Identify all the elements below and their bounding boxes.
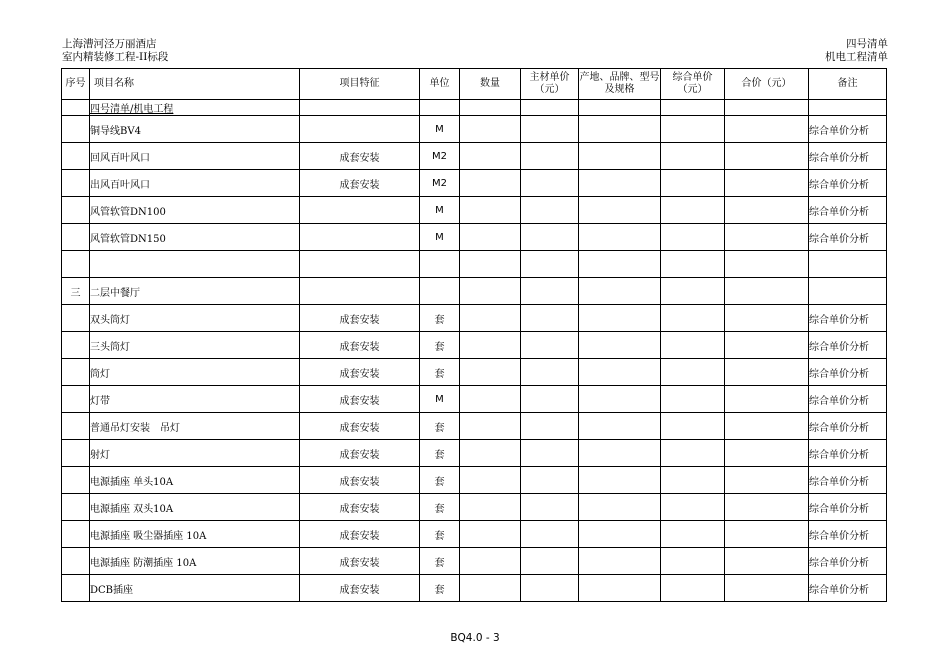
- row-unit-price: [661, 359, 725, 386]
- table-row: [62, 251, 887, 278]
- table-row: [62, 332, 887, 359]
- row-feature: [300, 278, 420, 305]
- row-unit-price: [661, 143, 725, 170]
- row-material-price: [521, 197, 579, 224]
- row-remark: 综合单价分析: [809, 494, 887, 521]
- row-unit-price: [661, 305, 725, 332]
- row-brand-spec: [579, 305, 661, 332]
- row-quantity: [460, 413, 521, 440]
- table-row: [62, 386, 887, 413]
- row-material-price: [521, 413, 579, 440]
- section-title-row: [62, 100, 887, 116]
- row-no: 三: [62, 278, 90, 305]
- row-brand-spec: [579, 143, 661, 170]
- row-unit-price: [661, 197, 725, 224]
- row-material-price: [521, 251, 579, 278]
- table-row: [62, 467, 887, 494]
- row-remark: [809, 278, 887, 305]
- row-no: [62, 548, 90, 575]
- row-brand-spec: [579, 548, 661, 575]
- row-no: [62, 494, 90, 521]
- row-unit-price: [661, 521, 725, 548]
- row-no: [62, 386, 90, 413]
- row-quantity: [460, 332, 521, 359]
- row-remark: 综合单价分析: [809, 305, 887, 332]
- row-item-name: 电源插座 双头10A: [90, 494, 300, 521]
- col-header-unit-price: 综合单价（元）: [661, 69, 725, 100]
- row-feature: 成套安装: [300, 494, 420, 521]
- row-remark: [809, 251, 887, 278]
- row-unit: 套: [420, 548, 460, 575]
- row-item-name: 普通吊灯安装 吊灯: [90, 413, 300, 440]
- row-unit: [420, 278, 460, 305]
- table-row: [62, 197, 887, 224]
- row-no: [62, 413, 90, 440]
- row-total: [725, 386, 809, 413]
- row-quantity: [460, 494, 521, 521]
- row-total: [725, 251, 809, 278]
- row-unit: [420, 251, 460, 278]
- row-unit-price: [661, 575, 725, 602]
- row-item-name: 射灯: [90, 440, 300, 467]
- col-header-material-price: 主材单价（元）: [521, 69, 579, 100]
- row-no: [62, 332, 90, 359]
- table-row: [62, 170, 887, 197]
- row-feature: 成套安装: [300, 413, 420, 440]
- row-unit: 套: [420, 575, 460, 602]
- row-quantity: [460, 278, 521, 305]
- row-feature: 成套安装: [300, 521, 420, 548]
- row-brand-spec: [579, 332, 661, 359]
- row-material-price: [521, 224, 579, 251]
- row-unit: M: [420, 386, 460, 413]
- row-feature: [300, 116, 420, 143]
- row-unit-price: [661, 251, 725, 278]
- row-total: [725, 494, 809, 521]
- row-quantity: [460, 467, 521, 494]
- row-brand-spec: [579, 413, 661, 440]
- row-unit: 套: [420, 332, 460, 359]
- table-row: [62, 413, 887, 440]
- row-total: [725, 143, 809, 170]
- row-feature: [300, 197, 420, 224]
- row-unit: 套: [420, 440, 460, 467]
- row-material-price: [521, 116, 579, 143]
- row-item-name: 风管软管DN150: [90, 224, 300, 251]
- col-header-total: 合价（元）: [725, 69, 809, 100]
- row-unit-price: [661, 440, 725, 467]
- row-no: [62, 305, 90, 332]
- row-material-price: [521, 548, 579, 575]
- bill-number: 四号清单: [846, 38, 888, 50]
- row-feature: 成套安装: [300, 359, 420, 386]
- row-feature: 成套安装: [300, 386, 420, 413]
- row-no: [62, 197, 90, 224]
- table-row: [62, 494, 887, 521]
- row-unit: 套: [420, 305, 460, 332]
- table-row: [62, 116, 887, 143]
- project-name: 上海漕河泾万丽酒店: [62, 38, 157, 50]
- row-total: [725, 305, 809, 332]
- table-row: [62, 278, 887, 305]
- col-header-no: 序号: [62, 69, 90, 100]
- page-number: BQ4.0 - 3: [450, 632, 500, 644]
- row-remark: 综合单价分析: [809, 359, 887, 386]
- row-unit: M: [420, 197, 460, 224]
- row-total: [725, 548, 809, 575]
- row-total: [725, 575, 809, 602]
- col-header-feature: 项目特征: [300, 69, 420, 100]
- row-quantity: [460, 116, 521, 143]
- header-right: [825, 38, 888, 64]
- row-quantity: [460, 440, 521, 467]
- row-no: [62, 521, 90, 548]
- row-quantity: [460, 251, 521, 278]
- row-quantity: [460, 305, 521, 332]
- row-item-name: 风管软管DN100: [90, 197, 300, 224]
- row-unit: M: [420, 224, 460, 251]
- row-item-name: 电源插座 单头10A: [90, 467, 300, 494]
- row-unit: 套: [420, 413, 460, 440]
- row-material-price: [521, 143, 579, 170]
- row-feature: 成套安装: [300, 440, 420, 467]
- row-total: [725, 332, 809, 359]
- row-no: [62, 575, 90, 602]
- row-no: [62, 224, 90, 251]
- row-brand-spec: [579, 278, 661, 305]
- row-no: [62, 170, 90, 197]
- row-material-price: [521, 440, 579, 467]
- row-total: [725, 359, 809, 386]
- row-total: [725, 521, 809, 548]
- row-brand-spec: [579, 251, 661, 278]
- row-item-name: 二层中餐厅: [90, 278, 300, 305]
- row-no: [62, 467, 90, 494]
- row-unit-price: [661, 386, 725, 413]
- row-brand-spec: [579, 467, 661, 494]
- row-quantity: [460, 521, 521, 548]
- row-item-name: 出风百叶风口: [90, 170, 300, 197]
- header-left: [62, 38, 168, 64]
- row-brand-spec: [579, 116, 661, 143]
- row-brand-spec: [579, 386, 661, 413]
- row-item-name: 电源插座 防潮插座 10A: [90, 548, 300, 575]
- row-total: [725, 467, 809, 494]
- row-no: [62, 440, 90, 467]
- row-remark: 综合单价分析: [809, 548, 887, 575]
- row-brand-spec: [579, 440, 661, 467]
- row-item-name: 灯带: [90, 386, 300, 413]
- table-row: [62, 521, 887, 548]
- row-item-name: DCB插座: [90, 575, 300, 602]
- row-unit: 套: [420, 521, 460, 548]
- section-title: 四号清单/机电工程: [90, 100, 300, 116]
- row-quantity: [460, 575, 521, 602]
- row-unit: M2: [420, 170, 460, 197]
- row-unit: 套: [420, 467, 460, 494]
- row-feature: 成套安装: [300, 305, 420, 332]
- row-remark: 综合单价分析: [809, 413, 887, 440]
- row-unit-price: [661, 116, 725, 143]
- row-unit: 套: [420, 359, 460, 386]
- row-unit: M: [420, 116, 460, 143]
- row-brand-spec: [579, 197, 661, 224]
- row-feature: 成套安装: [300, 332, 420, 359]
- row-remark: 综合单价分析: [809, 521, 887, 548]
- row-item-name: 电源插座 吸尘器插座 10A: [90, 521, 300, 548]
- row-total: [725, 197, 809, 224]
- row-quantity: [460, 386, 521, 413]
- row-item-name: [90, 251, 300, 278]
- row-unit-price: [661, 494, 725, 521]
- row-quantity: [460, 548, 521, 575]
- table-row: [62, 575, 887, 602]
- table-header-row: [62, 69, 887, 100]
- row-total: [725, 224, 809, 251]
- row-remark: 综合单价分析: [809, 386, 887, 413]
- row-feature: 成套安装: [300, 575, 420, 602]
- bill-title: 机电工程清单: [825, 51, 888, 63]
- row-quantity: [460, 224, 521, 251]
- row-total: [725, 440, 809, 467]
- table-row: [62, 143, 887, 170]
- row-remark: 综合单价分析: [809, 197, 887, 224]
- row-brand-spec: [579, 494, 661, 521]
- col-header-brand-spec: 产地、品牌、型号及规格: [579, 69, 661, 100]
- row-total: [725, 278, 809, 305]
- row-remark: 综合单价分析: [809, 224, 887, 251]
- col-header-unit: 单位: [420, 69, 460, 100]
- row-feature: [300, 224, 420, 251]
- row-item-name: 三头筒灯: [90, 332, 300, 359]
- row-unit-price: [661, 467, 725, 494]
- row-feature: 成套安装: [300, 548, 420, 575]
- row-item-name: 铜导线BV4: [90, 116, 300, 143]
- col-header-name: 项目名称: [90, 69, 300, 100]
- row-unit: M2: [420, 143, 460, 170]
- row-material-price: [521, 575, 579, 602]
- row-quantity: [460, 170, 521, 197]
- table-row: [62, 359, 887, 386]
- row-remark: 综合单价分析: [809, 575, 887, 602]
- row-total: [725, 116, 809, 143]
- table-row: [62, 224, 887, 251]
- row-remark: 综合单价分析: [809, 116, 887, 143]
- row-remark: 综合单价分析: [809, 440, 887, 467]
- row-material-price: [521, 521, 579, 548]
- row-material-price: [521, 170, 579, 197]
- row-remark: 综合单价分析: [809, 170, 887, 197]
- row-feature: 成套安装: [300, 143, 420, 170]
- row-remark: 综合单价分析: [809, 332, 887, 359]
- row-brand-spec: [579, 359, 661, 386]
- col-header-quantity: 数量: [460, 69, 521, 100]
- row-unit: 套: [420, 494, 460, 521]
- row-brand-spec: [579, 575, 661, 602]
- row-unit-price: [661, 332, 725, 359]
- row-feature: 成套安装: [300, 467, 420, 494]
- row-no: [62, 143, 90, 170]
- row-unit-price: [661, 170, 725, 197]
- row-material-price: [521, 467, 579, 494]
- row-material-price: [521, 494, 579, 521]
- row-material-price: [521, 386, 579, 413]
- table-row: [62, 305, 887, 332]
- row-unit-price: [661, 413, 725, 440]
- row-item-name: 双头筒灯: [90, 305, 300, 332]
- row-no: [62, 359, 90, 386]
- row-brand-spec: [579, 170, 661, 197]
- row-unit-price: [661, 548, 725, 575]
- table-row: [62, 440, 887, 467]
- row-no: [62, 116, 90, 143]
- row-quantity: [460, 359, 521, 386]
- row-material-price: [521, 332, 579, 359]
- row-quantity: [460, 197, 521, 224]
- project-section: 室内精装修工程-II标段: [62, 51, 169, 63]
- row-feature: [300, 251, 420, 278]
- row-material-price: [521, 305, 579, 332]
- row-feature: 成套安装: [300, 170, 420, 197]
- row-quantity: [460, 143, 521, 170]
- row-total: [725, 413, 809, 440]
- row-material-price: [521, 359, 579, 386]
- row-item-name: 筒灯: [90, 359, 300, 386]
- row-no: [62, 251, 90, 278]
- row-unit-price: [661, 278, 725, 305]
- row-item-name: 回风百叶风口: [90, 143, 300, 170]
- bill-of-quantities-table: [61, 68, 887, 602]
- table-row: [62, 548, 887, 575]
- row-material-price: [521, 278, 579, 305]
- row-remark: 综合单价分析: [809, 467, 887, 494]
- row-total: [725, 170, 809, 197]
- row-remark: 综合单价分析: [809, 143, 887, 170]
- row-brand-spec: [579, 521, 661, 548]
- row-brand-spec: [579, 224, 661, 251]
- col-header-remark: 备注: [809, 69, 887, 100]
- row-unit-price: [661, 224, 725, 251]
